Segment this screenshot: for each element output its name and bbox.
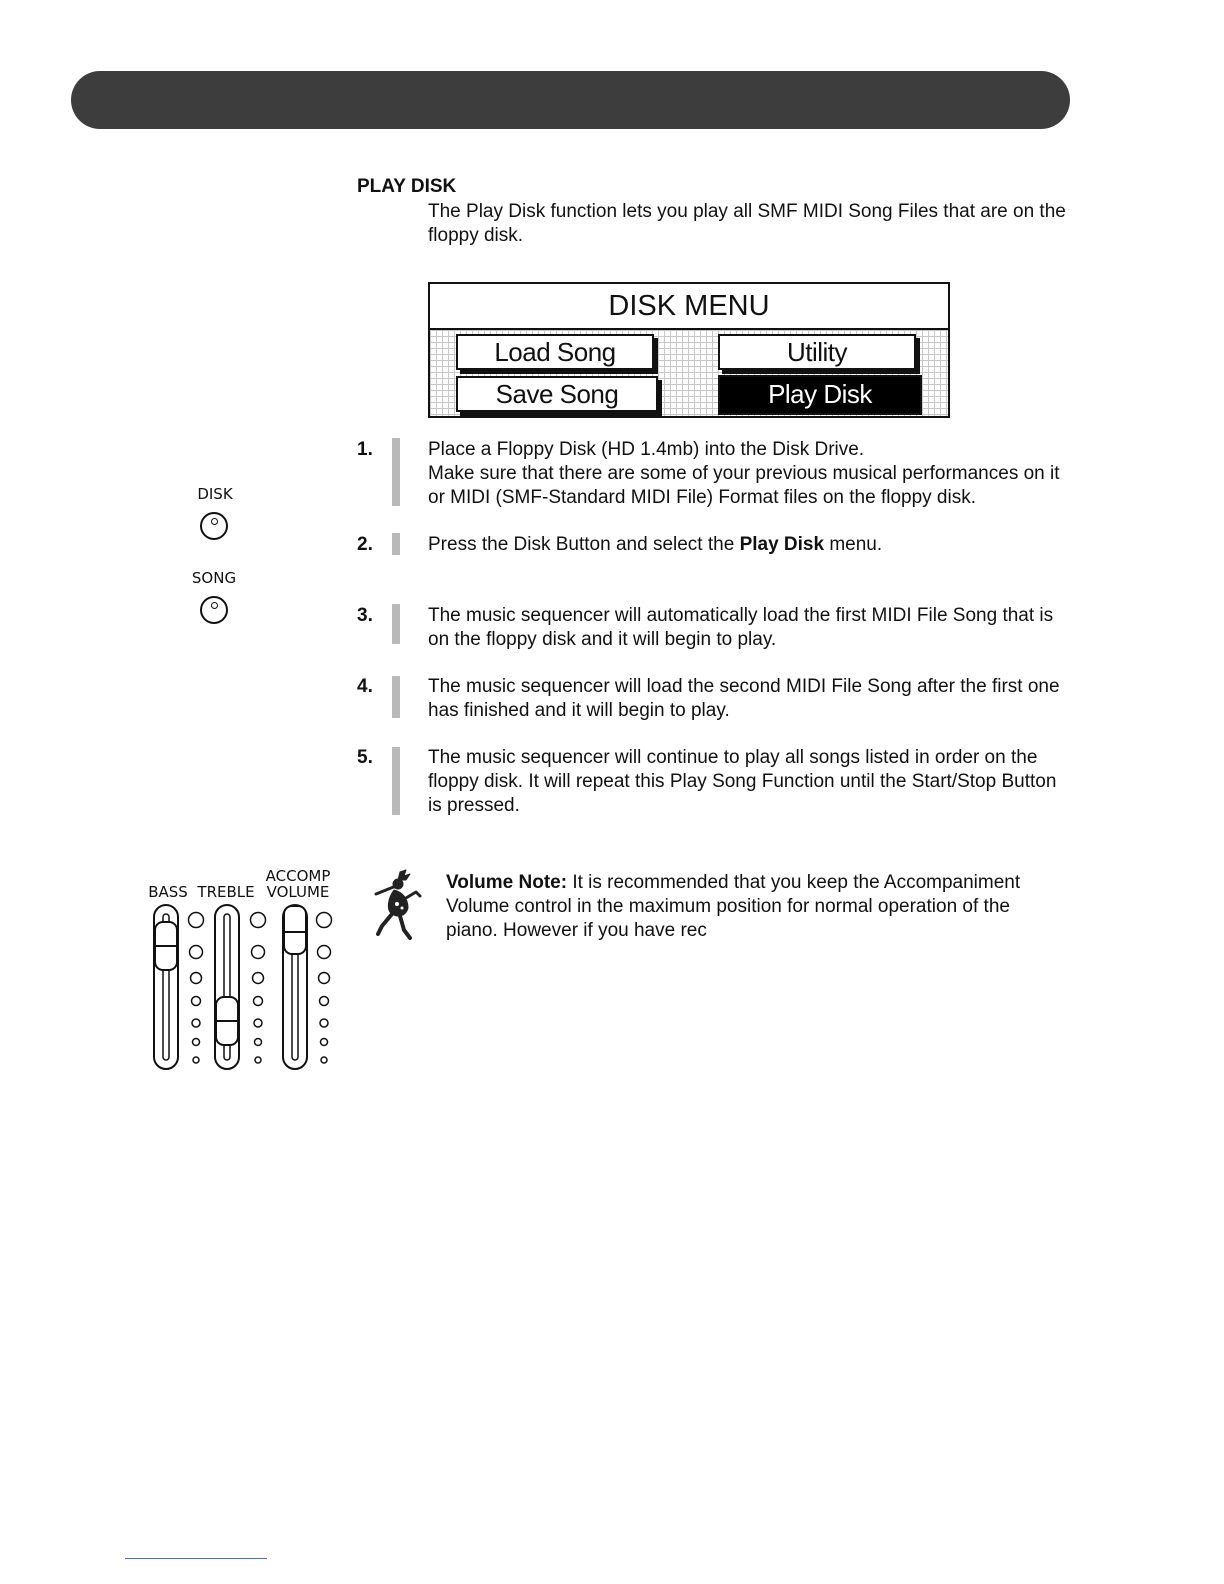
save-song-button[interactable]: Save Song — [456, 376, 658, 412]
bass-slider[interactable] — [154, 905, 178, 1069]
step-1-bar — [392, 438, 400, 506]
tone-sliders — [140, 900, 350, 1075]
step-2-text — [428, 533, 1068, 557]
treble-slider-label: TREBLE — [197, 883, 255, 901]
load-song-button[interactable]: Load Song — [456, 334, 654, 370]
step-1-text: Place a Floppy Disk (HD 1.4mb) into the Disk Drive. Make sure that there are some of your previous musical performances on it or MIDI (SMF-Standard MIDI File) Format files on the floppy disk. — [428, 439, 1060, 508]
accomp-label-line2: VOLUME — [266, 883, 330, 901]
step-5-bar — [392, 747, 400, 815]
header-bar — [71, 71, 1070, 129]
volume-note — [446, 871, 1066, 943]
step-5-text: The music sequencer will continue to play all songs listed in order on the floppy disk. It will repeat this Play Song Function until the Start/Stop Button is pressed. — [428, 747, 1057, 816]
accomp-label-line1: ACCOMP — [265, 867, 331, 885]
step-4-bar — [392, 676, 400, 718]
accomp-slider-label — [262, 868, 334, 900]
kokopelli-figure-icon — [372, 868, 424, 946]
step-5-number: 5. — [357, 747, 373, 768]
accomp-level-dots — [317, 913, 332, 1064]
disk-menu-title: DISK MENU — [430, 284, 948, 330]
accomp-volume-slider-knob — [284, 906, 306, 954]
step-2-text-bold: Play Disk — [739, 534, 825, 555]
step-4-text: The music sequencer will load the second MIDI File Song after the first one has finished and it will begin to play. — [428, 676, 1060, 721]
volume-note-text: It is recommended that you keep the Accompaniment Volume control in the maximum position for normal operation of the piano. However if you have rec — [446, 872, 1021, 941]
step-3-bar — [392, 604, 400, 644]
treble-level-dots — [251, 913, 266, 1064]
accomp-volume-slider[interactable] — [283, 905, 307, 1069]
utility-button[interactable]: Utility — [718, 334, 916, 370]
step-2-bar — [392, 533, 400, 555]
step-3-text: The music sequencer will automatically load the first MIDI File Song that is on the floppy disk and it will begin to play. — [428, 605, 1054, 650]
section-title: PLAY DISK — [357, 176, 457, 197]
footer-rule — [125, 1558, 267, 1559]
treble-slider[interactable] — [215, 905, 239, 1069]
play-disk-button[interactable]: Play Disk — [718, 375, 922, 415]
song-button-label: SONG — [191, 569, 237, 587]
step-1-number: 1. — [357, 439, 373, 460]
step-3-number: 3. — [357, 605, 373, 626]
bass-level-dots — [189, 913, 204, 1064]
step-2-number: 2. — [357, 534, 373, 555]
step-4-number: 4. — [357, 676, 373, 697]
step-2-text-post: menu. — [824, 534, 883, 555]
step-2-text-pre: Press the Disk Button and select the — [428, 534, 740, 555]
bass-slider-label: BASS — [148, 883, 188, 901]
song-button[interactable] — [200, 596, 228, 624]
disk-menu-display — [428, 282, 950, 418]
intro-paragraph: The Play Disk function lets you play all SMF MIDI Song Files that are on the floppy disk. — [428, 201, 1066, 246]
lcd-grid — [430, 330, 948, 416]
disk-button[interactable] — [200, 512, 228, 540]
volume-note-label: Volume Note: — [446, 872, 568, 893]
disk-button-label: DISK — [197, 485, 233, 503]
